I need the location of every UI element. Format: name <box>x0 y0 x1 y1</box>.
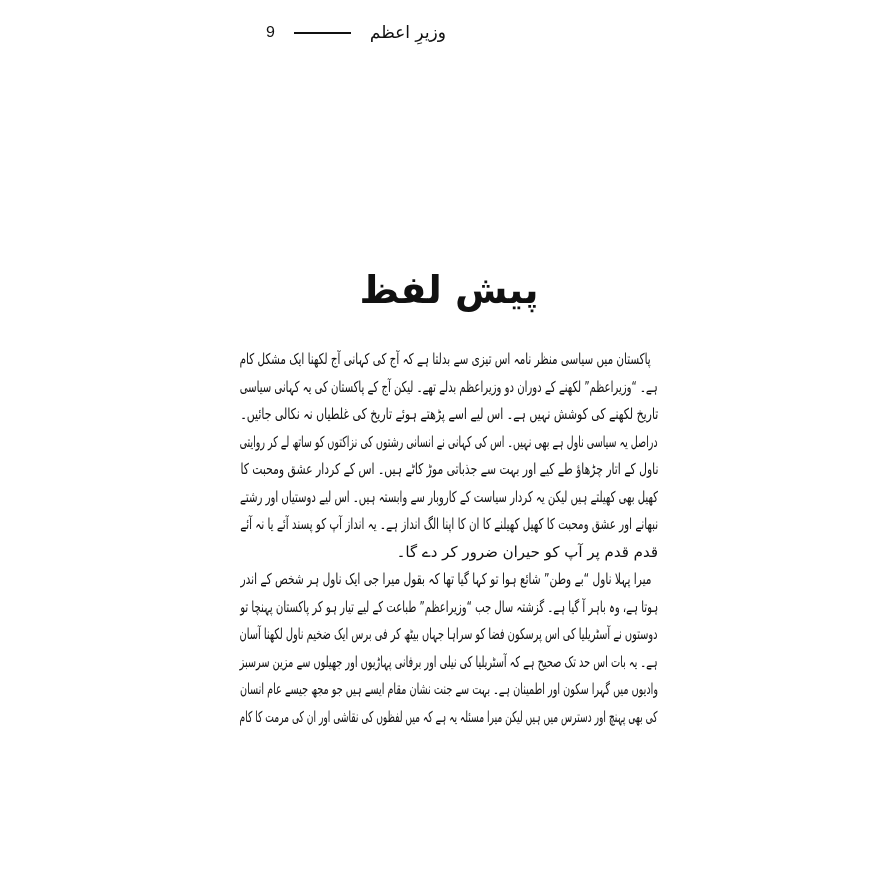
text-line: پاکستان میں سیاسی منظر نامہ اس تیزی سے بدلتا ہے کہ آج کی کہانی آج لکھنا ایک مشکل کام <box>240 350 651 368</box>
body-text <box>240 346 658 731</box>
text-line: دوستوں نے آسٹریلیا کی اس پرسکون فضا کو سراہا جہاں بیٹھ کر فی برس ایک ضخیم ناول لکھنا آسان <box>240 625 658 643</box>
page-number: 9 <box>266 24 275 41</box>
text-line: نبھانے اور عشق ومحبت کا کھیل کھیلنے کا ان کا اپنا الگ انداز ہے۔ یہ انداز آپ کو پسند آئے یا نہ آئے <box>240 515 658 533</box>
header-rule <box>294 32 351 34</box>
text-line: ناول کے اتار چڑھاؤ طے کیے اور بہت سے جذباتی موڑ کاٹے ہیں۔ اس کے کردار عشق ومحبت کا <box>240 460 658 478</box>
page-header <box>266 18 446 48</box>
text-line: ہے۔ یہ بات اس حد تک صحیح ہے کہ آسٹریلیا کی نیلی اور برفانی پہاڑیوں اور جھیلوں سے مزین سرسبز <box>240 652 658 671</box>
text-line: وادیوں میں گہرا سکون اور اطمینان ہے۔ بہت سے جنت نشان مقام ایسے ہیں جو مجھ جیسے عام انسان <box>240 680 658 698</box>
text-line: دراصل یہ سیاسی ناول ہے بھی نہیں۔ اس کی کہانی نے انسانی رشتوں کی نزاکتوں کو ساتھ لے کر روایتی <box>240 432 658 451</box>
section-heading: پیش لفظ <box>359 268 539 312</box>
text-line: میرا پہلا ناول “بے وطن” شائع ہوا تو کہا گیا تھا کہ بقول میرا جی ایک ناول ہر شخص کے اندر <box>240 570 651 588</box>
text-line: قدم قدم پر آپ کو حیران ضرور کر دے گا۔ <box>396 542 658 561</box>
text-line: کھیل بھی کھیلتے ہیں لیکن یہ کردار سیاست کے کاروبار سے وابستہ ہیں۔ اس لیے دوستیاں اور رشتے <box>240 487 658 506</box>
running-title: وزیرِ اعظم <box>369 23 446 43</box>
text-line: تاریخ لکھنے کی کوشش نہیں ہے۔ اس لیے اسے پڑھتے ہوئے تاریخ کی غلطیاں نہ نکالی جائیں۔ <box>240 405 658 423</box>
text-line: کی بھی پہنچ اور دسترس میں ہیں لیکن میرا مسئلہ یہ ہے کہ میں لفظوں کی نقاشی اور ان کی مرمت کا کام <box>240 707 658 726</box>
text-line: ہوتا ہے، وہ باہر آ گیا ہے۔ گزشتہ سال جب “وزیراعظم” طباعت کے لیے تیار ہو کر پاکستان پہنچا تو <box>240 597 658 616</box>
text-line: ہے۔ “وزیراعظم” لکھنے کے دوران دو وزیراعظم بدلے تھے۔ لیکن آج کے پاکستان کی یہ کہانی سیاسی <box>240 377 658 396</box>
